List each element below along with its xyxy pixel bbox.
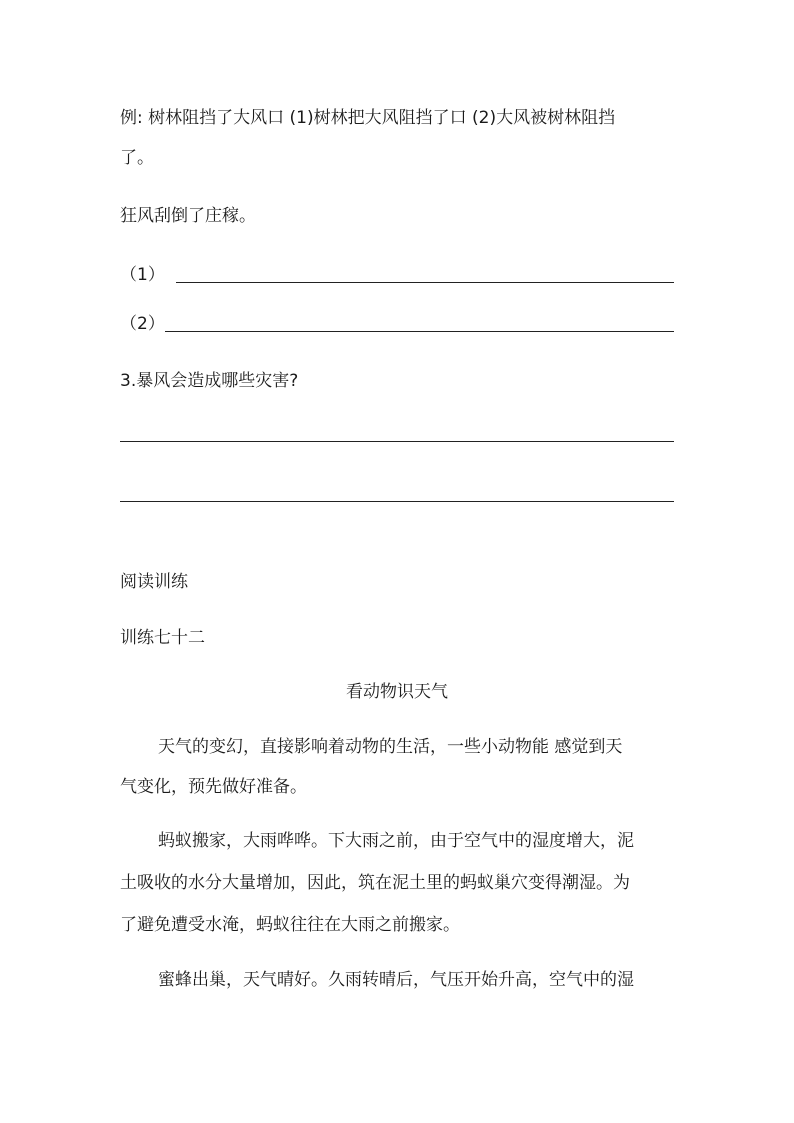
- answer-line-1[interactable]: [176, 282, 674, 283]
- blank-2-label: （2）: [120, 314, 165, 334]
- answer-line-3b[interactable]: [120, 501, 674, 502]
- example-sentence-line2: 了。: [120, 148, 154, 168]
- section-title: 阅读训练: [120, 572, 188, 592]
- paragraph-2-line-3: 了避免遭受水淹，蚂蚁往往在大雨之前搬家。: [120, 915, 460, 935]
- paragraph-1-line-2: 气变化，预先做好准备。: [120, 777, 307, 797]
- example-sentence-line1: 例: 树林阻挡了大风口 (1)树林把大风阻挡了口 (2)大风被树林阻挡: [120, 108, 616, 128]
- blank-1-label: （1）: [120, 265, 165, 285]
- answer-line-3a[interactable]: [120, 441, 674, 442]
- passage-title: 看动物识天气: [346, 682, 448, 702]
- answer-line-2[interactable]: [165, 331, 674, 332]
- paragraph-2-line-1: 蚂蚁搬家，大雨哗哗。下大雨之前，由于空气中的湿度增大，泥: [158, 831, 634, 851]
- paragraph-2-line-2: 土吸收的水分大量增加，因此，筑在泥土里的蚂蚁巢穴变得潮湿。为: [120, 873, 630, 893]
- paragraph-3-line-1: 蜜蜂出巢，天气晴好。久雨转晴后，气压开始升高，空气中的湿: [158, 970, 634, 990]
- exercise-title: 训练七十二: [120, 628, 205, 648]
- question-3: 3.暴风会造成哪些灾害?: [120, 371, 299, 391]
- exercise-prompt: 狂风刮倒了庄稼。: [120, 206, 256, 226]
- paragraph-1-line-1: 天气的变幻，直接影响着动物的生活，一些小动物能 感觉到天: [158, 737, 623, 757]
